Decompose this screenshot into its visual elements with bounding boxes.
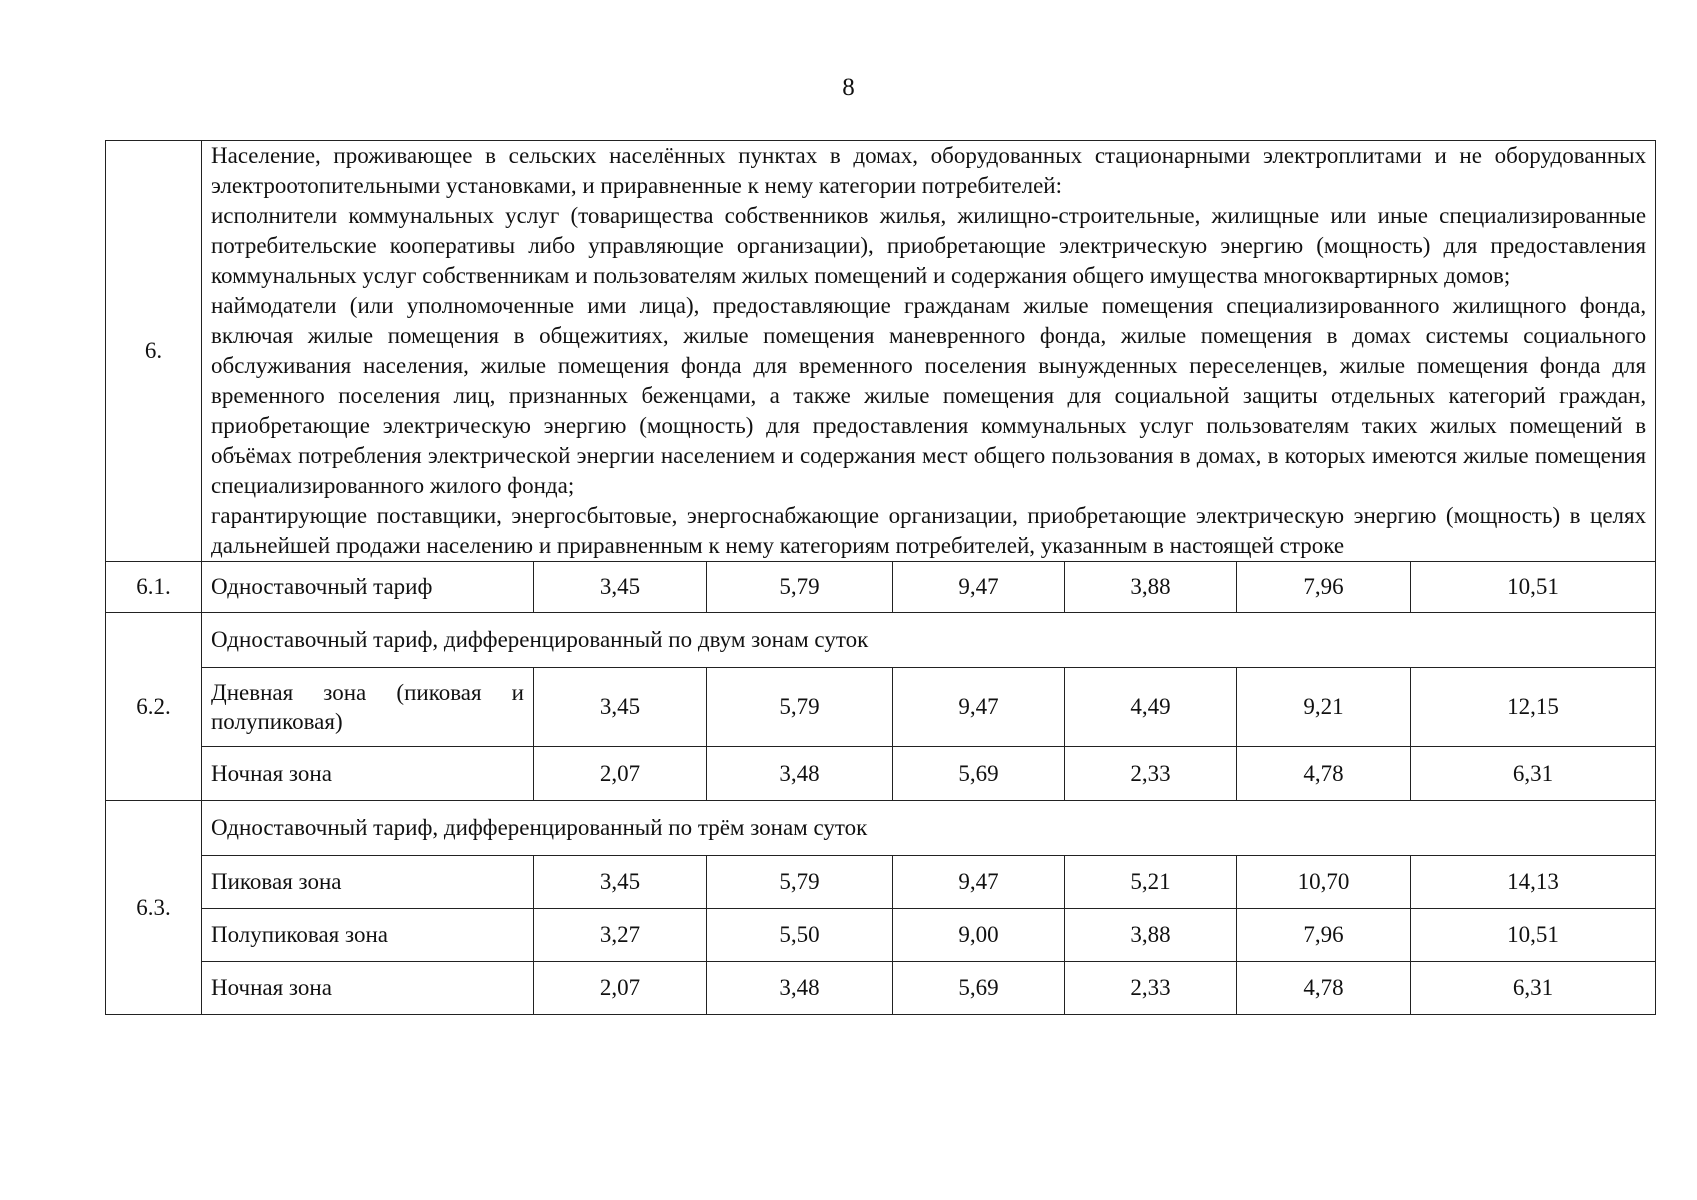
value-cell: 3,27 <box>534 909 707 962</box>
value-cell: 3,45 <box>534 856 707 909</box>
row-number: 6.2. <box>106 613 202 801</box>
value-cell: 3,48 <box>707 962 893 1015</box>
value-cell: 2,33 <box>1065 747 1237 801</box>
value-cell: 6,31 <box>1411 747 1656 801</box>
value-cell: 5,79 <box>707 668 893 747</box>
description-paragraph: наймодатели (или уполномоченные ими лица), предоставляющие гражданам жилые помещения специализированного жилищного фонда, включая жилые помещения в общежитиях, жилые помещения маневренного фонда, жилые помещения в домах системы социального обслуживания населения, жилые помещения фонда для временного поселения вынужденных переселенцев, жилые помещения фонда для временного поселения лиц, признанных беженцами, а также жилые помещения для социальной защиты отдельных категорий граждан, приобретающие электрическую энергию (мощность) для предоставления коммунальных услуг пользователям таких жилых помещений в объёмах потребления электрической энергии населением и содержания мест общего пользования в домах, в которых имеются жилые помещения специализированного жилого фонда; <box>211 293 1647 498</box>
value-cell: 14,13 <box>1411 856 1656 909</box>
value-cell: 3,88 <box>1065 562 1237 613</box>
value-cell: 10,51 <box>1411 562 1656 613</box>
value-cell: 3,45 <box>534 668 707 747</box>
value-cell: 10,70 <box>1237 856 1411 909</box>
value-cell: 7,96 <box>1237 909 1411 962</box>
value-cell: 9,47 <box>893 668 1065 747</box>
page-number: 8 <box>842 74 855 101</box>
table-row <box>106 801 1656 856</box>
group-heading: Одноставочный тариф, дифференцированный по двум зонам суток <box>202 613 1656 668</box>
table-row <box>106 962 1656 1015</box>
value-cell: 3,88 <box>1065 909 1237 962</box>
value-cell: 9,21 <box>1237 668 1411 747</box>
table-row <box>106 668 1656 747</box>
value-cell: 12,15 <box>1411 668 1656 747</box>
group-heading: Одноставочный тариф, дифференцированный по трём зонам суток <box>202 801 1656 856</box>
value-cell: 2,07 <box>534 962 707 1015</box>
value-cell: 9,47 <box>893 856 1065 909</box>
description-paragraph: Население, проживающее в сельских населённых пунктах в домах, оборудованных стационарными электроплитами и не оборудованных электроотопительными установками, и приравненные к нему категории потребителей: <box>211 143 1647 198</box>
description-paragraph: гарантирующие поставщики, энергосбытовые, энергоснабжающие организации, приобретающие электрическую энергию (мощность) в целях дальнейшей продажи населению и приравненным к нему категориям потребителей, указанным в настоящей строке <box>211 503 1647 558</box>
value-cell: 5,21 <box>1065 856 1237 909</box>
value-cell: 4,49 <box>1065 668 1237 747</box>
section-description <box>202 141 1656 562</box>
value-cell: 5,79 <box>707 856 893 909</box>
value-cell: 9,00 <box>893 909 1065 962</box>
value-cell: 4,78 <box>1237 747 1411 801</box>
table-row <box>106 562 1656 613</box>
value-cell: 9,47 <box>893 562 1065 613</box>
row-label: Ночная зона <box>202 747 534 801</box>
section-6-row <box>106 141 1656 562</box>
row-label: Одноставочный тариф <box>202 562 534 613</box>
value-cell: 2,07 <box>534 747 707 801</box>
value-cell: 3,48 <box>707 747 893 801</box>
row-number: 6.1. <box>106 562 202 613</box>
value-cell: 10,51 <box>1411 909 1656 962</box>
table-row <box>106 613 1656 668</box>
row-label: Ночная зона <box>202 962 534 1015</box>
row-number: 6. <box>106 141 202 562</box>
value-cell: 7,96 <box>1237 562 1411 613</box>
value-cell: 4,78 <box>1237 962 1411 1015</box>
row-label: Пиковая зона <box>202 856 534 909</box>
row-label: Дневная зона (пиковая и полупиковая) <box>202 668 534 747</box>
value-cell: 5,69 <box>893 962 1065 1015</box>
value-cell: 3,45 <box>534 562 707 613</box>
value-cell: 5,69 <box>893 747 1065 801</box>
value-cell: 5,50 <box>707 909 893 962</box>
value-cell: 2,33 <box>1065 962 1237 1015</box>
value-cell: 6,31 <box>1411 962 1656 1015</box>
table-row <box>106 909 1656 962</box>
row-number: 6.3. <box>106 801 202 1015</box>
tariff-table <box>105 140 1656 1015</box>
value-cell: 5,79 <box>707 562 893 613</box>
row-label: Полупиковая зона <box>202 909 534 962</box>
description-paragraph: исполнители коммунальных услуг (товарищества собственников жилья, жилищно-строительные, жилищные или иные специализированные потребительские кооперативы либо управляющие организации), приобретающие электрическую энергию (мощность) для предоставления коммунальных услуг собственникам и пользователям жилых помещений и содержания общего имущества многоквартирных домов; <box>211 203 1647 288</box>
table-row <box>106 856 1656 909</box>
table-row <box>106 747 1656 801</box>
